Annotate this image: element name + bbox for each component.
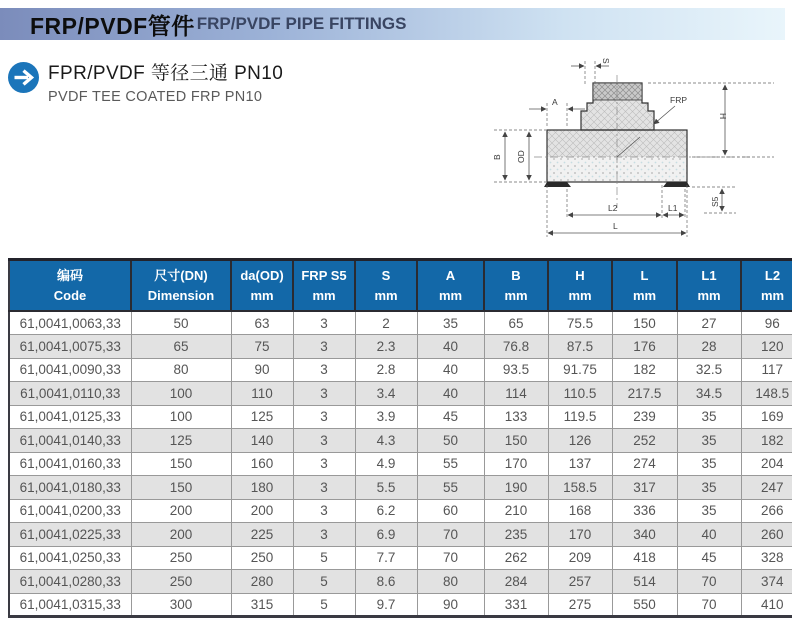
table-cell: 61,0041,0125,33 <box>9 405 131 429</box>
table-cell: 180 <box>231 476 293 500</box>
table-cell: 2.8 <box>355 358 417 382</box>
table-cell: 260 <box>741 523 792 547</box>
table-cell: 61,0041,0250,33 <box>9 546 131 570</box>
table-cell: 5 <box>293 570 355 594</box>
table-row <box>9 546 792 570</box>
table-cell: 4.3 <box>355 429 417 453</box>
table-cell: 200 <box>131 499 231 523</box>
table-cell: 266 <box>741 499 792 523</box>
table-cell: 70 <box>417 546 484 570</box>
table-cell: 2.3 <box>355 335 417 359</box>
table-cell: 27 <box>677 311 741 335</box>
table-cell: 35 <box>677 476 741 500</box>
dim-label-frp: FRP <box>670 95 687 105</box>
right-bell-end <box>663 182 690 187</box>
table-cell: 61,0041,0180,33 <box>9 476 131 500</box>
table-cell: 150 <box>484 429 548 453</box>
table-cell: 70 <box>677 593 741 617</box>
table-cell: 5.5 <box>355 476 417 500</box>
page-title-en: FRP/PVDF PIPE FITTINGS <box>196 14 407 33</box>
table-cell: 87.5 <box>548 335 612 359</box>
table-cell: 3 <box>293 358 355 382</box>
table-cell: 55 <box>417 452 484 476</box>
dimensions-table <box>8 258 792 618</box>
left-bell-end <box>544 182 571 187</box>
table-cell: 45 <box>677 546 741 570</box>
table-cell: 200 <box>231 499 293 523</box>
table-cell: 137 <box>548 452 612 476</box>
table-cell: 7.7 <box>355 546 417 570</box>
table-row <box>9 358 792 382</box>
table-cell: 50 <box>417 429 484 453</box>
table-cell: 140 <box>231 429 293 453</box>
table-row <box>9 452 792 476</box>
table-cell: 239 <box>612 405 677 429</box>
column-header: L mm <box>612 260 677 312</box>
column-header: L2 mm <box>741 260 792 312</box>
column-header: B mm <box>484 260 548 312</box>
table-row <box>9 499 792 523</box>
table-cell: 250 <box>131 570 231 594</box>
table-cell: 100 <box>131 405 231 429</box>
table-cell: 35 <box>417 311 484 335</box>
table-cell: 250 <box>131 546 231 570</box>
table-cell: 3 <box>293 476 355 500</box>
table-cell: 3 <box>293 429 355 453</box>
table-cell: 3 <box>293 452 355 476</box>
table-cell: 63 <box>231 311 293 335</box>
table-cell: 90 <box>231 358 293 382</box>
column-header: A mm <box>417 260 484 312</box>
table-cell: 210 <box>484 499 548 523</box>
right-arrow-icon <box>8 62 39 93</box>
table-header <box>9 260 792 312</box>
table-cell: 252 <box>612 429 677 453</box>
table-row <box>9 523 792 547</box>
column-header: L1 mm <box>677 260 741 312</box>
table-cell: 247 <box>741 476 792 500</box>
table-cell: 3 <box>293 499 355 523</box>
table-cell: 75.5 <box>548 311 612 335</box>
dim-label-h: H <box>718 113 728 120</box>
table-cell: 76.8 <box>484 335 548 359</box>
table-cell: 317 <box>612 476 677 500</box>
table-cell: 418 <box>612 546 677 570</box>
table-cell: 2 <box>355 311 417 335</box>
table-cell: 3 <box>293 382 355 406</box>
table-cell: 60 <box>417 499 484 523</box>
table-cell: 3 <box>293 311 355 335</box>
table-cell: 274 <box>612 452 677 476</box>
table-cell: 91.75 <box>548 358 612 382</box>
table-cell: 61,0041,0110,33 <box>9 382 131 406</box>
table-cell: 275 <box>548 593 612 617</box>
table-cell: 160 <box>231 452 293 476</box>
table-body <box>9 311 792 617</box>
table-cell: 61,0041,0063,33 <box>9 311 131 335</box>
frp-coating <box>593 83 642 100</box>
table-cell: 235 <box>484 523 548 547</box>
table-cell: 28 <box>677 335 741 359</box>
table-row <box>9 593 792 617</box>
dim-label-od: OD <box>516 150 526 163</box>
table-row <box>9 429 792 453</box>
table-cell: 61,0041,0225,33 <box>9 523 131 547</box>
table-cell: 110.5 <box>548 382 612 406</box>
table-row <box>9 311 792 335</box>
table-row <box>9 335 792 359</box>
table-cell: 550 <box>612 593 677 617</box>
section-header <box>8 58 283 105</box>
table-cell: 209 <box>548 546 612 570</box>
page-header-band <box>0 8 785 40</box>
dim-label-b: B <box>492 154 502 160</box>
table-cell: 65 <box>131 335 231 359</box>
table-cell: 168 <box>548 499 612 523</box>
tee-fitting-diagram <box>482 45 792 250</box>
table-cell: 217.5 <box>612 382 677 406</box>
table-cell: 110 <box>231 382 293 406</box>
table-cell: 158.5 <box>548 476 612 500</box>
column-header: da(OD) mm <box>231 260 293 312</box>
table-cell: 65 <box>484 311 548 335</box>
table-cell: 374 <box>741 570 792 594</box>
table-cell: 35 <box>677 429 741 453</box>
table-cell: 61,0041,0090,33 <box>9 358 131 382</box>
table-cell: 328 <box>741 546 792 570</box>
table-cell: 410 <box>741 593 792 617</box>
table-cell: 119.5 <box>548 405 612 429</box>
table-cell: 514 <box>612 570 677 594</box>
column-header: FRP S5 mm <box>293 260 355 312</box>
section-subtitle: PVDF TEE COATED FRP PN10 <box>48 89 263 105</box>
table-cell: 93.5 <box>484 358 548 382</box>
column-header: S mm <box>355 260 417 312</box>
table-cell: 70 <box>417 523 484 547</box>
table-cell: 40 <box>417 335 484 359</box>
dim-label-a: A <box>552 97 558 107</box>
table-cell: 3.9 <box>355 405 417 429</box>
section-title: FPR/PVDF 等径三通 PN10 <box>48 63 284 84</box>
table-cell: 8.6 <box>355 570 417 594</box>
table-cell: 35 <box>677 452 741 476</box>
table-cell: 182 <box>612 358 677 382</box>
table-cell: 61,0041,0280,33 <box>9 570 131 594</box>
table-cell: 90 <box>417 593 484 617</box>
table-header-row <box>9 260 792 312</box>
table-cell: 125 <box>131 429 231 453</box>
table-cell: 133 <box>484 405 548 429</box>
table-cell: 125 <box>231 405 293 429</box>
table-cell: 50 <box>131 311 231 335</box>
table-cell: 32.5 <box>677 358 741 382</box>
table-cell: 3 <box>293 405 355 429</box>
table-cell: 55 <box>417 476 484 500</box>
table-cell: 80 <box>131 358 231 382</box>
table-cell: 150 <box>131 476 231 500</box>
dim-label-l: L <box>613 221 618 231</box>
table-cell: 5 <box>293 593 355 617</box>
column-header: H mm <box>548 260 612 312</box>
dim-label-l2: L2 <box>608 203 618 213</box>
table-cell: 148.5 <box>741 382 792 406</box>
table-cell: 70 <box>677 570 741 594</box>
table-cell: 35 <box>677 405 741 429</box>
table-cell: 100 <box>131 382 231 406</box>
table-cell: 150 <box>612 311 677 335</box>
table-cell: 75 <box>231 335 293 359</box>
table-cell: 170 <box>484 452 548 476</box>
table-row <box>9 405 792 429</box>
table-cell: 170 <box>548 523 612 547</box>
table-cell: 120 <box>741 335 792 359</box>
table-cell: 284 <box>484 570 548 594</box>
table-cell: 96 <box>741 311 792 335</box>
table-cell: 3.4 <box>355 382 417 406</box>
table-cell: 114 <box>484 382 548 406</box>
dim-label-l1: L1 <box>668 203 678 213</box>
table-cell: 117 <box>741 358 792 382</box>
table-cell: 61,0041,0075,33 <box>9 335 131 359</box>
section-text <box>48 58 283 105</box>
table-cell: 200 <box>131 523 231 547</box>
table-cell: 176 <box>612 335 677 359</box>
column-header: 编码 Code <box>9 260 131 312</box>
table-cell: 315 <box>231 593 293 617</box>
dim-label-s5: S5 <box>710 196 720 207</box>
column-header: 尺寸(DN) Dimension <box>131 260 231 312</box>
table-cell: 204 <box>741 452 792 476</box>
table-cell: 61,0041,0160,33 <box>9 452 131 476</box>
table-cell: 6.2 <box>355 499 417 523</box>
table-cell: 34.5 <box>677 382 741 406</box>
table-cell: 331 <box>484 593 548 617</box>
table-cell: 262 <box>484 546 548 570</box>
table-cell: 225 <box>231 523 293 547</box>
table-cell: 6.9 <box>355 523 417 547</box>
table-cell: 150 <box>131 452 231 476</box>
table-cell: 45 <box>417 405 484 429</box>
table-cell: 280 <box>231 570 293 594</box>
table-cell: 4.9 <box>355 452 417 476</box>
table-cell: 336 <box>612 499 677 523</box>
table-cell: 190 <box>484 476 548 500</box>
table-cell: 40 <box>417 382 484 406</box>
table-cell: 40 <box>417 358 484 382</box>
table-cell: 182 <box>741 429 792 453</box>
table-cell: 61,0041,0200,33 <box>9 499 131 523</box>
page-title-zh: FRP/PVDF管件 <box>30 12 195 39</box>
table-cell: 80 <box>417 570 484 594</box>
table-cell: 300 <box>131 593 231 617</box>
table-cell: 40 <box>677 523 741 547</box>
table-cell: 3 <box>293 523 355 547</box>
table-row <box>9 570 792 594</box>
table-cell: 35 <box>677 499 741 523</box>
dim-label-s: S <box>601 58 611 64</box>
table-cell: 169 <box>741 405 792 429</box>
table-cell: 250 <box>231 546 293 570</box>
table-cell: 61,0041,0140,33 <box>9 429 131 453</box>
table-cell: 9.7 <box>355 593 417 617</box>
table-row <box>9 476 792 500</box>
table-cell: 257 <box>548 570 612 594</box>
table-cell: 126 <box>548 429 612 453</box>
table-cell: 5 <box>293 546 355 570</box>
table-cell: 61,0041,0315,33 <box>9 593 131 617</box>
table-row <box>9 382 792 406</box>
table-cell: 3 <box>293 335 355 359</box>
table-cell: 340 <box>612 523 677 547</box>
